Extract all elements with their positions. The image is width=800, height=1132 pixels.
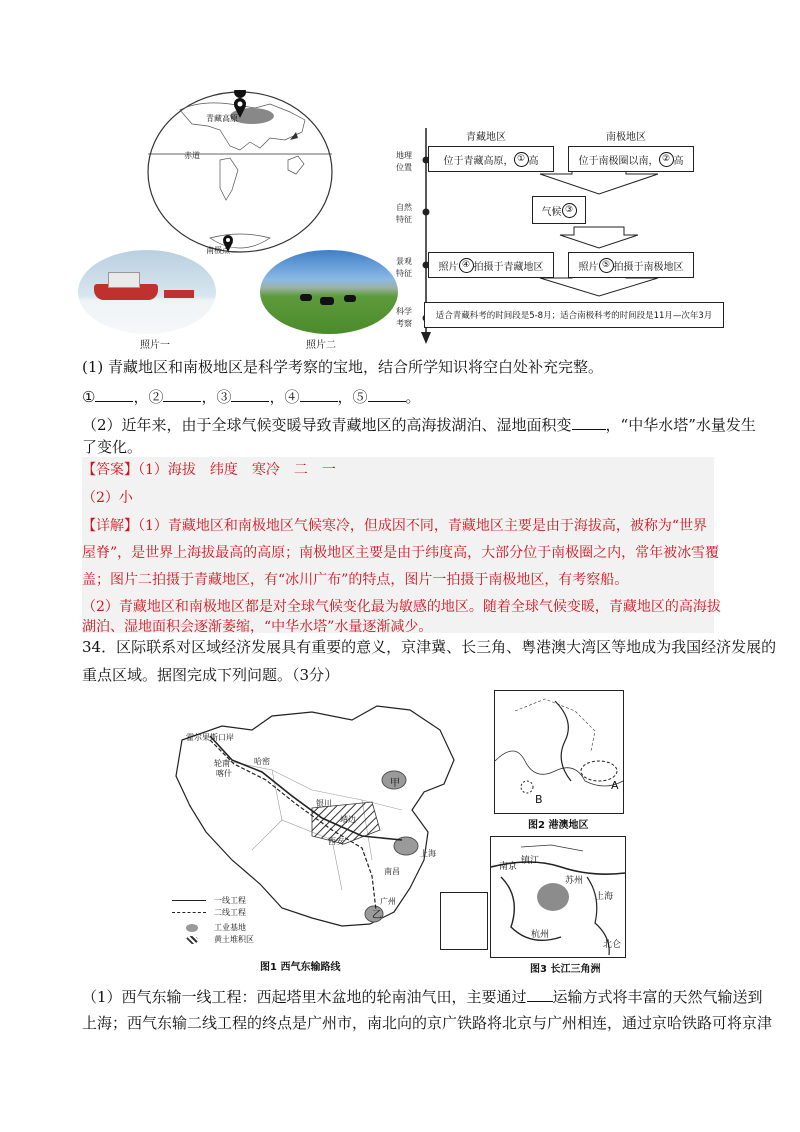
label-a: A	[611, 779, 619, 792]
axis-nature: 自然特征	[396, 203, 412, 224]
map-yangtze-delta	[490, 836, 626, 958]
city-zhenjiang: 镇江	[521, 856, 540, 866]
detail-line-4: （2）青藏地区和南极地区都是对全球气候变化最为敏感的地区。随着全球气候变暖，青藏地区的高海拔	[82, 599, 721, 615]
col2-header: 南极地区	[606, 132, 646, 143]
blank-q2[interactable]	[572, 415, 606, 430]
city-yinchuan: 银川	[316, 799, 332, 808]
q1-line: (1) 青藏地区和南极地区是科学考察的宝地，结合所学知识将空白处补充完整。	[82, 358, 604, 376]
taihu-lake	[537, 883, 569, 911]
label-antarctic: 南极点	[206, 246, 230, 255]
q34-line-2: 重点区域。据图完成下列问题。（3分）	[82, 666, 340, 684]
answer-line-2: （2）小	[82, 490, 133, 506]
city-xian: 西安	[328, 837, 344, 846]
blank-1[interactable]	[95, 387, 133, 402]
city-lunnan: 轮南	[214, 759, 230, 768]
detail-line-5: 湖泊、湿地面积会逐渐萎缩，“中华水塔”水量逐渐减少。	[82, 619, 433, 635]
legend-line2: 二线工程	[214, 908, 246, 917]
city-hami: 哈密	[254, 757, 270, 766]
box-photo-antarctic: 照片 ⑤ 拍摄于南极地区	[568, 252, 694, 278]
label-b: B	[535, 793, 543, 806]
legend-line1: 一线工程	[214, 896, 246, 905]
map3-caption: 图3 长江三角洲	[530, 964, 601, 975]
detail-line-2: 屋脊”，是世界上海拔最高的高原；南极地区主要是由于纬度高，大部分位于南极圈之内，常年被冰雪覆	[82, 545, 720, 561]
city-guangzhou: 广州	[380, 897, 396, 906]
q2-line-2: 了变化。	[82, 438, 143, 456]
city-jingbian: 靖边	[340, 815, 356, 824]
answer-line-1: 【答案】（1）海拔 纬度 寒冷 二 一	[82, 462, 336, 478]
q34-1-line-2: 上海；西气东输二线工程的终点是广州市，南北向的京广铁路将北京与广州相连，通过京哈铁路可将京津	[82, 1014, 773, 1032]
photo-two-caption: 照片二	[306, 340, 336, 351]
legend-industry: 工业基地	[214, 923, 246, 932]
split-arrow-icon	[560, 227, 638, 248]
q34-line-1: 34．区际联系对区域经济发展具有重要的意义，京津冀、长三角、粤港澳大湾区等地成为我国经济发展的	[82, 638, 777, 656]
city-kashi: 喀什	[216, 769, 232, 778]
city-shanghai-3: 上海	[595, 892, 614, 902]
detail-line-3: 盖；图片二拍摄于青藏地区，有“冰川广布”的特点，图片一拍摄于南极地区，有考察船。	[82, 572, 629, 588]
box-photo-tibet: 照片 ④ 拍摄于青藏地区	[428, 252, 554, 278]
col1-header: 青藏地区	[466, 132, 506, 143]
axis-arrow-icon	[421, 332, 431, 344]
q1-blanks: ① ，② ，③ ，④ ，⑤ 。	[82, 388, 421, 406]
axis-landscape: 景观特征	[396, 257, 412, 278]
label-tibet: 青藏高原	[206, 114, 238, 123]
photo-two	[260, 250, 398, 334]
q34-1-line-1: （1）西气东输一线工程：西起塔里木盆地的轮南油气田，主要通过 运输方式将丰富的天然气输送到	[82, 988, 763, 1006]
box-tibet-position: 位于青藏高原， ① 高	[428, 146, 554, 172]
axis-research: 科学考察	[396, 307, 412, 328]
box-climate: 气候 ③	[532, 196, 586, 224]
blank-2[interactable]	[163, 387, 201, 402]
photo-one	[78, 250, 216, 334]
city-nanchang: 南昌	[384, 867, 400, 876]
q2-line: （2）近年来，由于全球气候变暖导致青藏地区的高海拔湖泊、湿地面积变 ，“中华水塔”水量发生	[82, 416, 756, 434]
box-research: 适合青藏科考的时间段是5-8月；适合南极科考的时间段是11月—次年3月	[424, 302, 724, 328]
label-jia: 甲	[390, 778, 400, 789]
city-nanjing: 南京	[499, 862, 518, 872]
blank-3[interactable]	[231, 387, 269, 402]
city-shanghai-1: 上海	[420, 849, 436, 858]
detail-label: 【详解】	[82, 518, 138, 534]
map1-caption: 图1 西气东输路线	[260, 962, 341, 973]
answer-label: 【答案】	[82, 462, 138, 478]
map2-caption: 图2 港澳地区	[528, 820, 589, 831]
label-yi: 乙	[372, 910, 382, 921]
photo-one-caption: 照片一	[140, 340, 170, 351]
blank-5[interactable]	[368, 387, 406, 402]
box-antarctic-position: 位于南极圈以南， ② 高	[568, 146, 694, 172]
axis-geo-pos: 地理位置	[396, 151, 412, 172]
label-equator: 赤道	[184, 151, 200, 160]
blank-q34-1[interactable]	[527, 987, 553, 1002]
city-hangzhou: 杭州	[531, 930, 550, 940]
south-china-sea-inset	[440, 892, 488, 950]
city-khorgos: 霍尔果斯口岸	[186, 733, 234, 742]
detail-line-1: 【详解】（1）青藏地区和南极地区气候寒冷，但成因不同，青藏地区主要是由于海拔高，被称为“世界	[82, 518, 708, 534]
legend-loess: 黄土堆积区	[214, 935, 254, 944]
city-suzhou: 苏州	[565, 876, 584, 886]
city-ningbo: 北仑	[603, 940, 622, 950]
map-hongkong-macau	[494, 690, 624, 814]
legend	[172, 896, 332, 950]
blank-4[interactable]	[300, 387, 338, 402]
